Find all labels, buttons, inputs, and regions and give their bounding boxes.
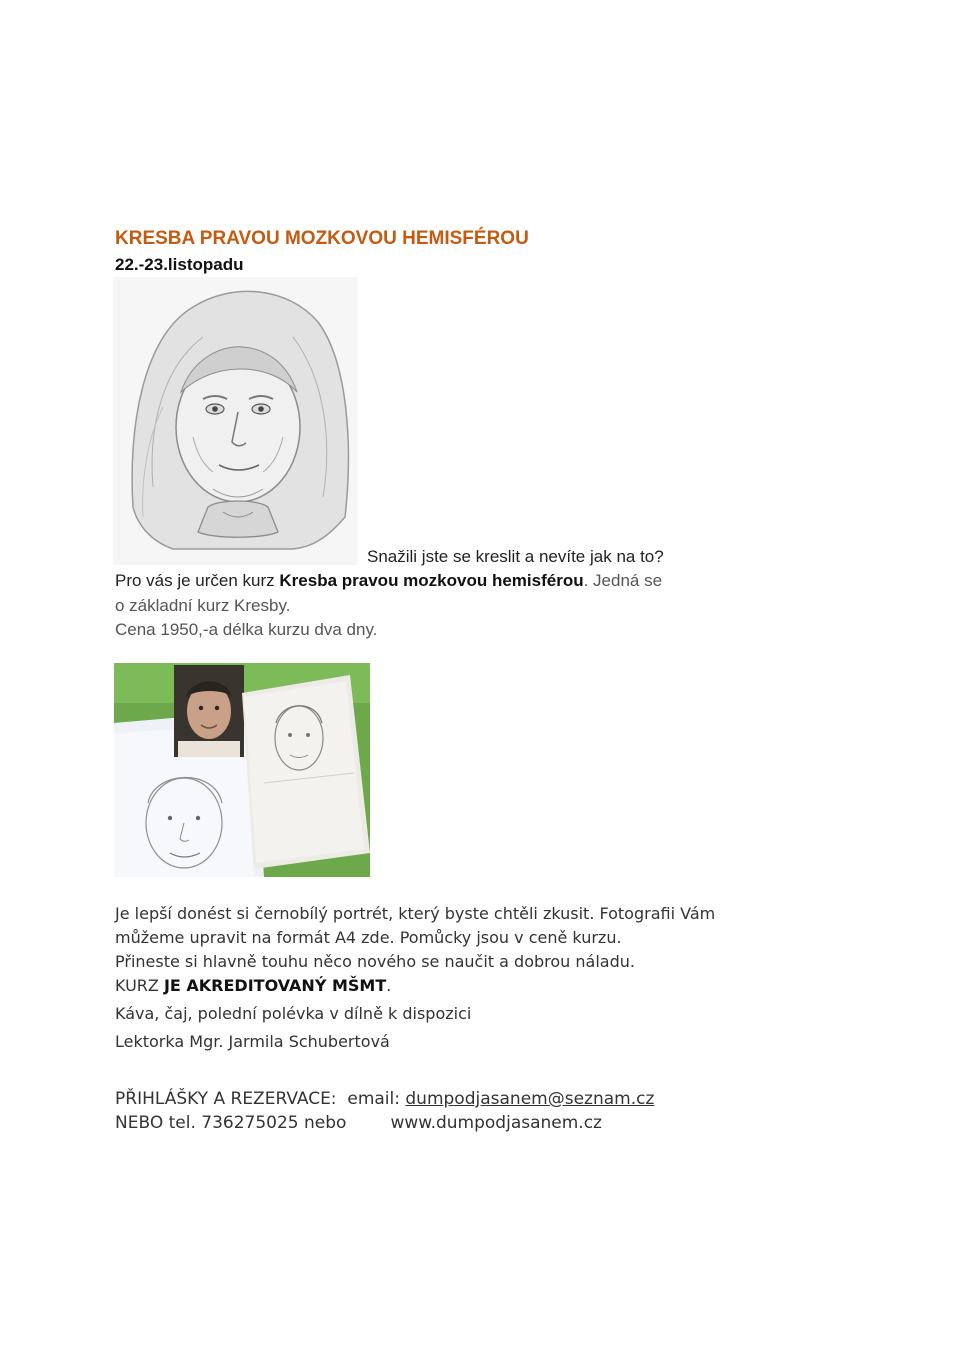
details-format: můžeme upravit na formát A4 zde. Pomůcky jsou v ceně kurzu. (115, 928, 622, 947)
website-link[interactable]: www.dumpodjasanem.cz (390, 1113, 602, 1133)
intro-basic-course: o základní kurz Kresby. (115, 596, 291, 615)
details-bring: Přineste si hlavně touhu něco nového se naučit a dobrou náladu. (115, 952, 635, 971)
accreditation-post: . (386, 976, 392, 995)
email-label: email: (347, 1089, 400, 1109)
contact-line (115, 1089, 654, 1109)
accreditation-pre: KURZ (115, 976, 164, 995)
details-lecturer: Lektorka Mgr. Jarmila Schubertová (115, 1032, 390, 1051)
accreditation-bold: JE AKREDITOVANÝ MŠMT (163, 976, 387, 995)
intro-course-post: . Jedná se (583, 571, 663, 590)
contact-label: PŘIHLÁŠKY A REZERVACE: (115, 1089, 337, 1109)
pencil-portrait-image (113, 277, 358, 565)
details-accreditation (115, 976, 391, 995)
phone-line (115, 1113, 602, 1133)
course-drawings-photo (114, 663, 370, 877)
intro-course-pre: Pro vás je určen kurz (115, 571, 280, 590)
phone-text: NEBO tel. 736275025 nebo (115, 1113, 347, 1133)
email-link[interactable]: dumpodjasanem@seznam.cz (405, 1089, 655, 1109)
intro-price: Cena 1950,-a délka kurzu dva dny. (115, 620, 378, 639)
page-title: KRESBA PRAVOU MOZKOVOU HEMISFÉROU (115, 228, 529, 249)
details-refreshments: Káva, čaj, polední polévka v dílně k dispozici (115, 1004, 472, 1023)
course-date: 22.-23.listopadu (115, 255, 244, 274)
intro-course-line (115, 571, 662, 591)
intro-question: Snažili jste se kreslit a nevíte jak na to? (367, 547, 664, 566)
details-portrait: Je lepší donést si černobílý portrét, který byste chtěli zkusit. Fotografii Vám (115, 904, 716, 923)
course-name: Kresba pravou mozkovou hemisférou (279, 571, 584, 590)
